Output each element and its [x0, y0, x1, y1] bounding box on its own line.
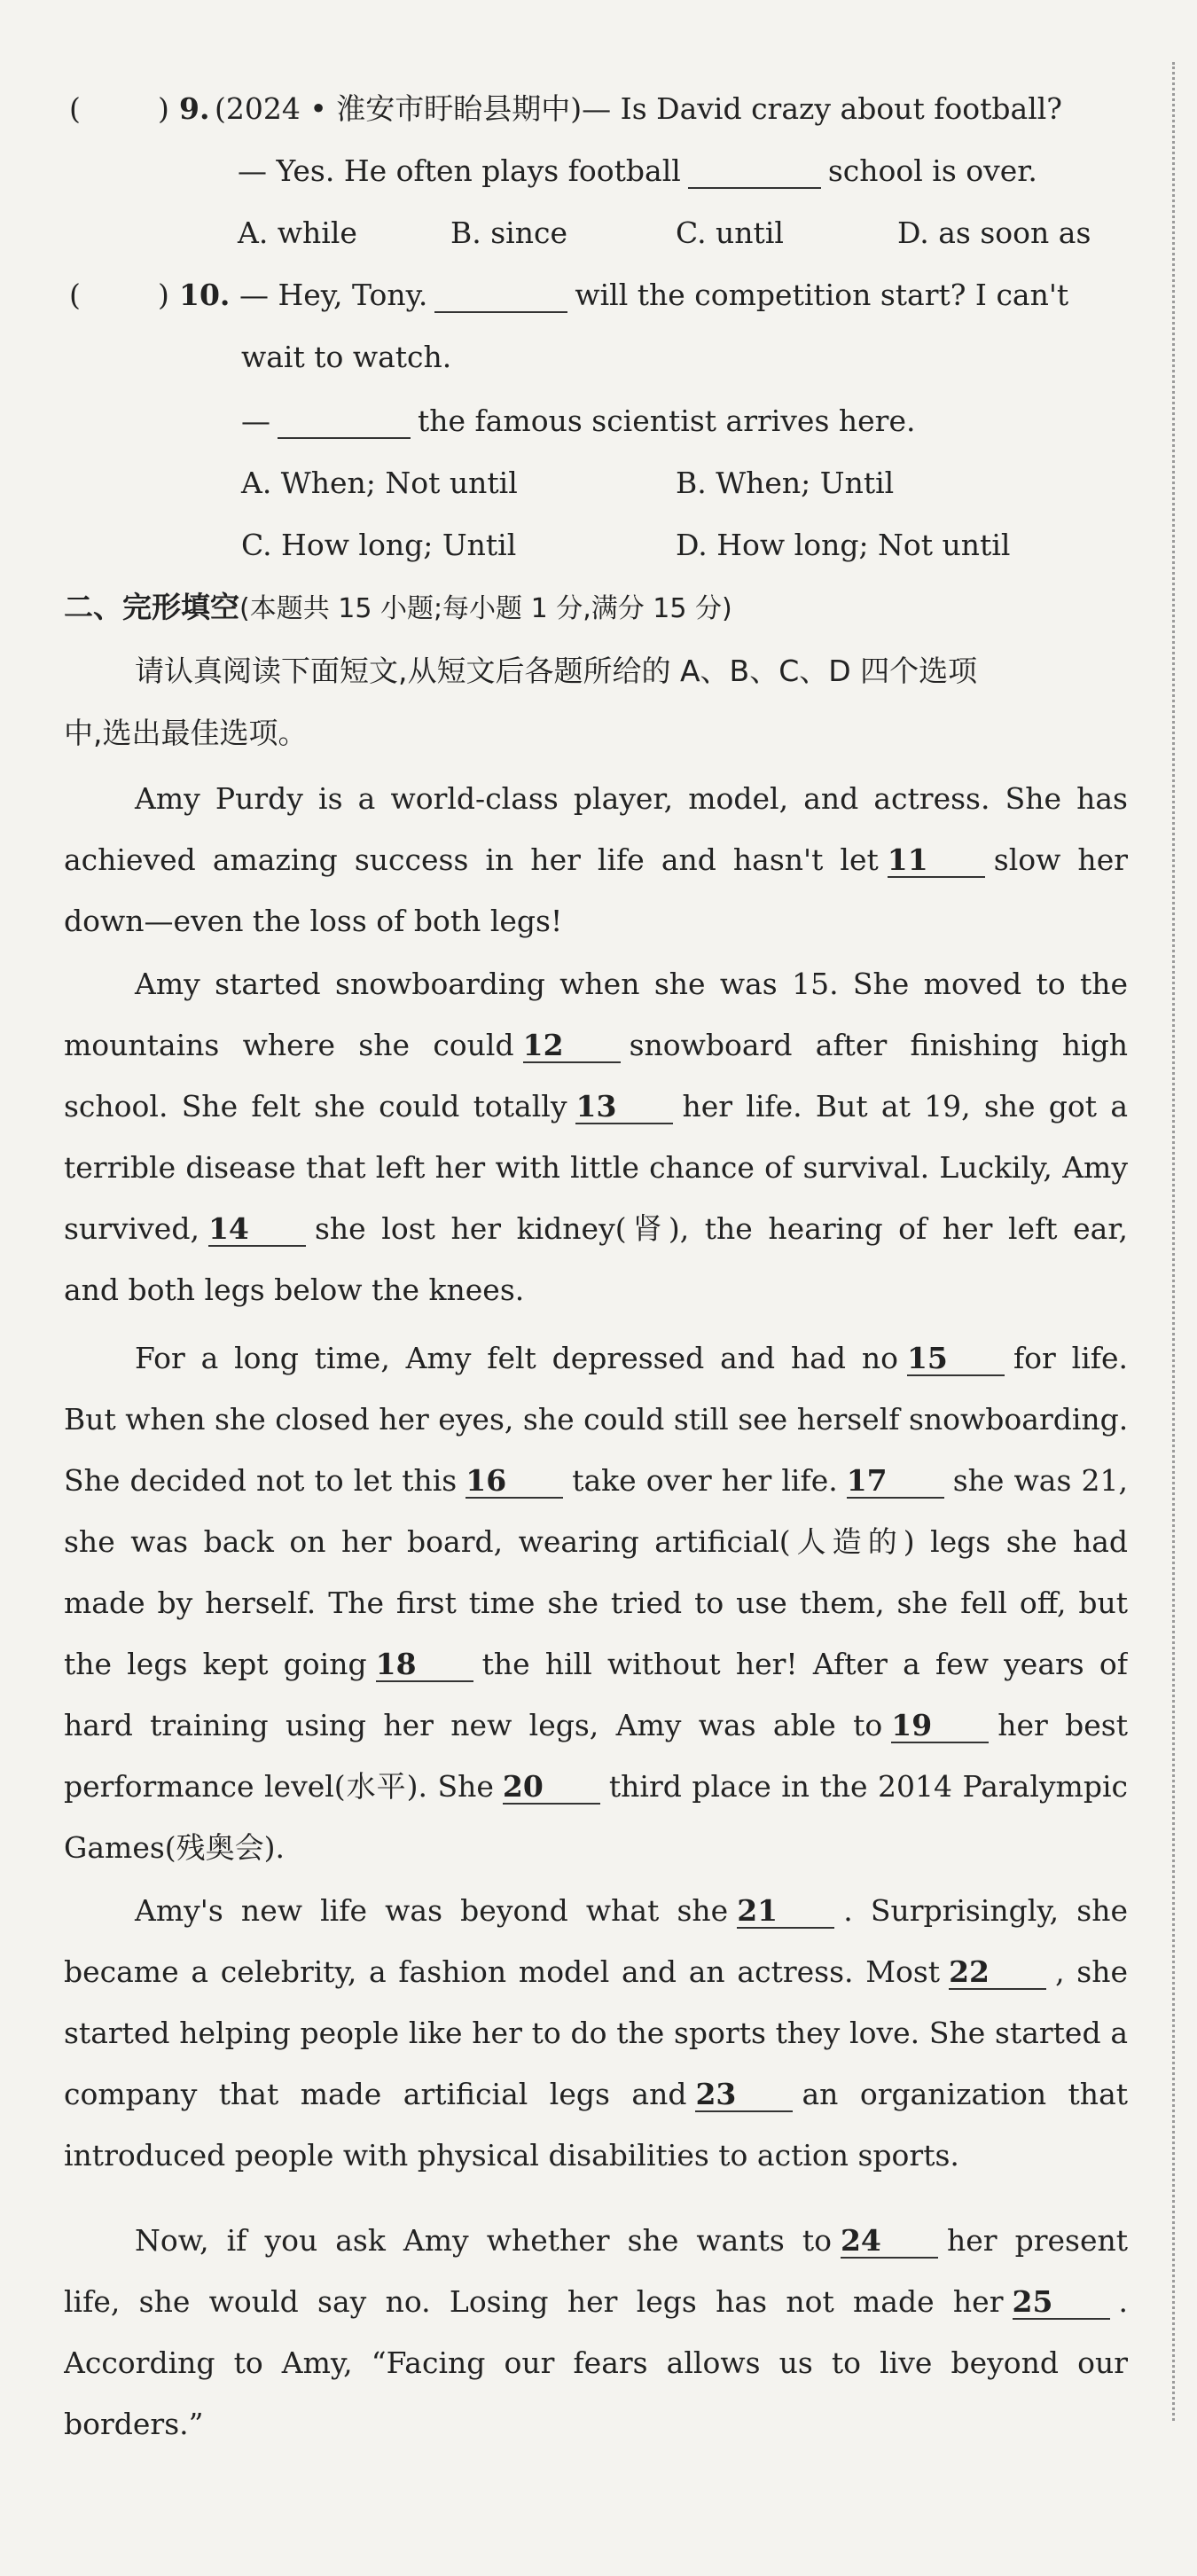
- answer-paren-open: (: [69, 91, 81, 126]
- text-line: life, she would say no. Losing her legs has not made her 25 .: [64, 2284, 1128, 2319]
- text-line: the legs kept going 18 the hill without her! After a few years of: [64, 1647, 1128, 1681]
- passage-paragraph-5: [64, 2210, 1128, 2455]
- text-line: she was back on her board, wearing artificial(人造的) legs she had: [64, 1524, 1128, 1559]
- cloze-blank-11[interactable]: 11: [888, 844, 985, 878]
- cloze-blank-12[interactable]: 12: [523, 1030, 621, 1063]
- question-stem-pre: — Hey, Tony.: [239, 278, 428, 312]
- passage-paragraph-2: [64, 953, 1128, 1320]
- option-c[interactable]: C. How long; Until: [241, 528, 517, 562]
- margin-dotted-line: [1172, 62, 1175, 2421]
- text-line: mountains where she could 12 snowboard after finishing high: [64, 1028, 1128, 1062]
- text-line: became a celebrity, a fashion model and an actress. Most 22 , she: [64, 1954, 1128, 1989]
- cloze-blank-14[interactable]: 14: [208, 1213, 306, 1247]
- text-line: started helping people like her to do the sports they love. She started a: [64, 2016, 1128, 2050]
- text-line: She decided not to let this 16 take over her life. 17 she was 21,: [64, 1463, 1128, 1498]
- cloze-blank-24[interactable]: 24: [841, 2225, 938, 2259]
- option-c[interactable]: C. until: [676, 215, 784, 250]
- question-stem: (2024 • 淮安市盱眙县期中)— Is David crazy about football?: [215, 91, 1063, 126]
- text-line: According to Amy, “Facing our fears allows us to live beyond our: [64, 2345, 1128, 2380]
- cloze-blank-17[interactable]: 17: [847, 1465, 944, 1499]
- cloze-blank-25[interactable]: 25: [1013, 2286, 1110, 2320]
- reply-text-pre: — Yes. He often plays football: [238, 153, 681, 188]
- cloze-blank-19[interactable]: 19: [891, 1710, 989, 1743]
- question-10-stem-continued: [0, 326, 1153, 388]
- question-10-options-row2: [0, 514, 1153, 576]
- answer-paren-close: ): [158, 278, 169, 312]
- text-line: made by herself. The first time she tried to use them, she fell off, but: [64, 1586, 1128, 1620]
- cloze-blank-16[interactable]: 16: [466, 1465, 563, 1499]
- text-line: terrible disease that left her with little chance of survival. Luckily, Amy: [64, 1150, 1128, 1185]
- text-line: hard training using her new legs, Amy was able to 19 her best: [64, 1708, 1128, 1742]
- answer-paren-open: (: [69, 278, 81, 312]
- question-9-reply: [0, 140, 1153, 202]
- section-title-text: 二、完形填空: [64, 590, 239, 624]
- text-line: introduced people with physical disabilities to action sports.: [64, 2138, 959, 2173]
- question-number: 10.: [179, 278, 231, 312]
- option-d[interactable]: D. as soon as: [897, 215, 1091, 250]
- text-line: Amy's new life was beyond what she 21 . Surprisingly, she: [135, 1893, 1128, 1928]
- reply-text-post: the famous scientist arrives here.: [418, 403, 916, 438]
- section-score-note: (本题共 15 小题;每小题 1 分,满分 15 分): [239, 593, 732, 624]
- answer-paren-close: ): [158, 91, 169, 126]
- text-line: Now, if you ask Amy whether she wants to 24 her present: [135, 2223, 1128, 2258]
- cloze-blank-18[interactable]: 18: [376, 1648, 473, 1682]
- question-9-stem: [0, 78, 1153, 140]
- text-line: For a long time, Amy felt depressed and had no 15 for life.: [135, 1341, 1128, 1375]
- text-line: Amy started snowboarding when she was 15. She moved to the: [135, 967, 1128, 1001]
- text-line: school. She felt she could totally 13 her life. But at 19, she got a: [64, 1089, 1128, 1124]
- cloze-blank-13[interactable]: 13: [575, 1091, 673, 1124]
- answer-blank[interactable]: [278, 407, 411, 439]
- cloze-blank-22[interactable]: 22: [949, 1956, 1046, 1990]
- section-title: [64, 576, 732, 640]
- text-line: achieved amazing success in her life and hasn't let 11 slow her: [64, 842, 1128, 877]
- passage-paragraph-4: [64, 1880, 1128, 2186]
- option-a[interactable]: A. while: [238, 215, 357, 250]
- cloze-blank-20[interactable]: 20: [503, 1771, 600, 1805]
- reply-dash: —: [241, 403, 270, 438]
- question-number: 9.: [179, 91, 210, 126]
- section-instruction-1: 请认真阅读下面短文,从短文后各题所给的 A、B、C、D 四个选项: [135, 654, 978, 688]
- text-line: Games(残奥会).: [64, 1830, 286, 1865]
- text-line: down—even the loss of both legs!: [64, 904, 563, 938]
- cloze-blank-21[interactable]: 21: [737, 1895, 834, 1929]
- option-b[interactable]: B. since: [450, 215, 567, 250]
- option-b[interactable]: B. When; Until: [676, 466, 895, 500]
- option-a[interactable]: A. When; Not until: [241, 466, 518, 500]
- text-line: performance level(水平). She 20 third place in the 2014 Paralympic: [64, 1769, 1128, 1804]
- passage-paragraph-1: [64, 768, 1128, 951]
- text-line: survived, 14 she lost her kidney(肾), the hearing of her left ear,: [64, 1211, 1128, 1246]
- answer-blank[interactable]: [434, 281, 567, 313]
- option-d[interactable]: D. How long; Not until: [676, 528, 1011, 562]
- section-instruction-2: 中,选出最佳选项。: [64, 716, 308, 750]
- text-line: company that made artificial legs and 23 an organization that: [64, 2077, 1128, 2111]
- passage-paragraph-3: [64, 1327, 1128, 1878]
- reply-text-post: school is over.: [827, 153, 1037, 188]
- text-line: and both legs below the knees.: [64, 1272, 525, 1307]
- cloze-blank-15[interactable]: 15: [907, 1343, 1005, 1376]
- question-9-options: [0, 202, 1153, 264]
- question-10-stem: [0, 264, 1153, 326]
- question-stem-continued: wait to watch.: [241, 340, 452, 374]
- text-line: But when she closed her eyes, she could still see herself snowboarding.: [64, 1402, 1128, 1437]
- question-stem-post: will the competition start? I can't: [575, 278, 1069, 312]
- answer-blank[interactable]: [688, 157, 821, 189]
- cloze-blank-23[interactable]: 23: [695, 2079, 793, 2112]
- question-10-reply: [0, 390, 1153, 452]
- text-line: borders.”: [64, 2407, 204, 2441]
- question-10-options-row1: [0, 452, 1153, 514]
- text-line: Amy Purdy is a world-class player, model, and actress. She has: [135, 781, 1128, 816]
